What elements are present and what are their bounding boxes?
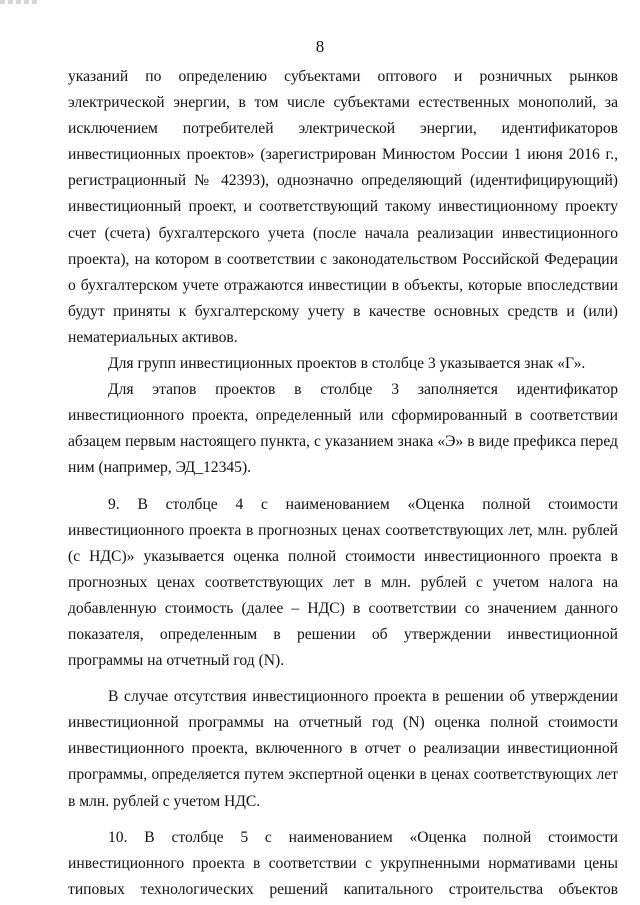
paragraph-gap [68, 674, 618, 684]
scan-artifact-mark [0, 0, 38, 4]
paragraph-missing-project: В случае отсутствия инвестиционного проекта в решении об утверждении инвестиционной программы на отчетный год (N) оценка полной стоимости инвестиционного проекта, включенного в отчет о реализации инвестиционной программы, определяется путем экспертной оценки в ценах соответствующих лет в млн. рублей с учетом НДС. [68, 688, 618, 810]
paragraph-gap [68, 815, 618, 825]
paragraph-continuation: указаний по определению субъектами оптового и розничных рынков электрической энергии, в том числе субъектами естественных монополий, за исключением потребителей электрической энергии, идентификаторов инвестиционных проектов» (зарегистрирован Минюстом России 1 июня 2016 г., регистрационный № 42393), однозначно определяющий (идентифицирующий) инвестиционный проект, и соответствующий такому инвестиционному проекту счет (счета) бухгалтерского учета (после начала реализации инвестиционного проекта), на котором в соответствии с законодательством Российской Федерации о бухгалтерском учете отражаются инвестиции в объекты, которые впоследствии будут приняты к бухгалтерскому учету в качестве основных средств и (или) нематериальных активов. [68, 68, 618, 346]
paragraph-gap [68, 482, 618, 492]
paragraph-item-9: 9. В столбце 4 с наименованием «Оценка полной стоимости инвестиционного проекта в прогнозных ценах соответствующих лет, млн. рублей (с НДС)» указывается оценка полной стоимости инвестиционного проекта в прогнозных ценах соответствующих лет в млн. рублей с учетом налога на добавленную стоимость (далее – НДС) в соответствии со значением данного показателя, определенным в решении об утверждении инвестиционной программы на отчетный год (N). [68, 495, 618, 670]
paragraph-group-sign: Для групп инвестиционных проектов в столбце 3 указывается знак «Г». [108, 355, 586, 373]
document-body [68, 64, 618, 903]
page-number: 8 [315, 37, 325, 56]
paragraph-item-10: 10. В столбце 5 с наименованием «Оценка полной стоимости инвестиционного проекта в соответствии с укрупненными нормативами цены типовых технологических решений капитального строительства объектов [68, 828, 618, 898]
paragraph-stage-identifier: Для этапов проектов в столбце 3 заполняется идентификатор инвестиционного проекта, определенный или сформированный в соответствии абзацем первым настоящего пункта, с указанием знака «Э» в виде префикса перед ним (например, ЭД_12345). [68, 381, 618, 477]
